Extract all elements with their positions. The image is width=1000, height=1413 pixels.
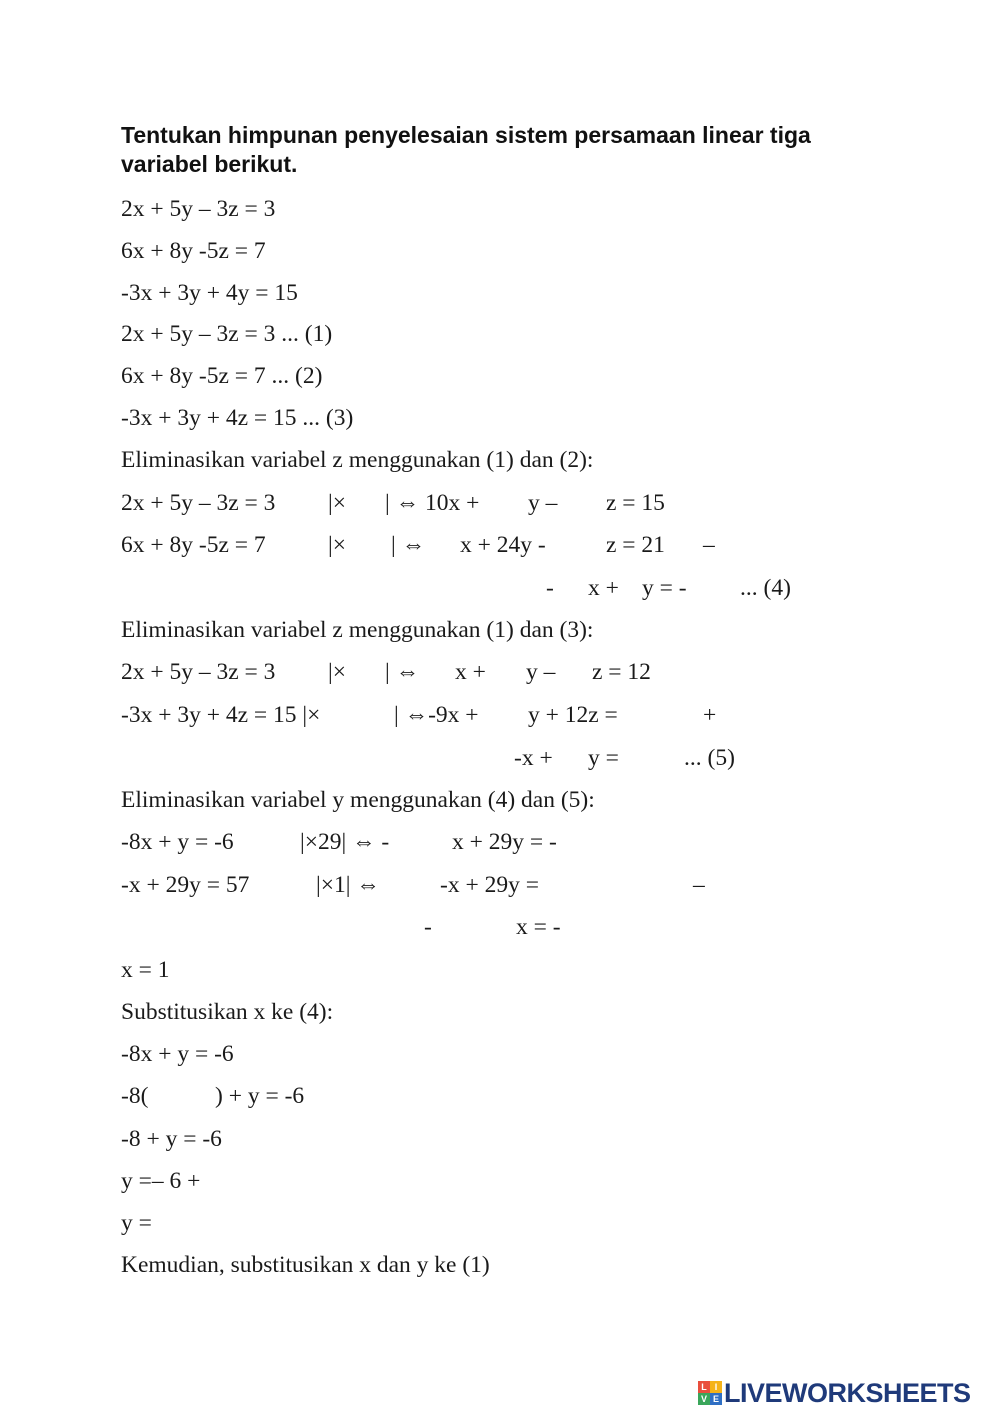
step1-row3-tag: ... (4) <box>740 575 791 601</box>
system-eq-1: 2x + 5y – 3z = 3 <box>121 196 276 222</box>
numbered-eq-3: -3x + 3y + 4z = 15 ... (3) <box>121 405 354 431</box>
x-result: x = 1 <box>121 957 170 983</box>
step3-row1-rhs: x + 29y = - <box>452 829 557 855</box>
step3-row3-dash: - <box>424 914 432 940</box>
numbered-eq-2: 6x + 8y -5z = 7 ... (2) <box>121 363 323 389</box>
brand-text: LIVEWORKSHEETS <box>724 1377 971 1408</box>
numbered-eq-1: 2x + 5y – 3z = 3 ... (1) <box>121 321 333 347</box>
step2-row1-xterm: x + <box>455 659 486 685</box>
liveworksheets-logo <box>698 1378 994 1408</box>
step1-row2-rhs: z = 21 <box>606 532 665 558</box>
logo-letter-e: E <box>710 1393 722 1405</box>
sub-line-1: -8x + y = -6 <box>121 1041 234 1067</box>
step3-row2-eq: -x + 29y = 57 <box>121 872 250 898</box>
step2-row2-eq: -3x + 3y + 4z = 15 |× <box>121 702 321 728</box>
step3-heading: Eliminasikan variabel y menggunakan (4) dan (5): <box>121 787 595 813</box>
sub-line-2-left: -8( <box>121 1083 149 1109</box>
step1-row1-rhs: z = 15 <box>606 490 665 516</box>
logo-letter-i: I <box>710 1381 722 1393</box>
step1-row3-xterm: x + <box>588 575 619 601</box>
step2-row2-bar: | ⇔-9x + <box>394 702 479 728</box>
step1-row1-yterm: y – <box>528 490 558 516</box>
step3-row1-eq: -8x + y = -6 <box>121 829 234 855</box>
step2-row1-bar: | ⇔ <box>385 659 420 685</box>
step2-row3-xterm: -x + <box>514 745 553 771</box>
step1-row2-xterm: x + 24y - <box>460 532 546 558</box>
step3-row2-mult: |×1| ⇔ <box>316 872 380 898</box>
step1-row1-mult: |× <box>328 490 346 516</box>
step2-row3-yterm: y = <box>588 745 619 771</box>
system-eq-3: -3x + 3y + 4y = 15 <box>121 280 298 306</box>
substitute-heading: Substitusikan x ke (4): <box>121 999 334 1025</box>
final-instruction: Kemudian, substitusikan x dan y ke (1) <box>121 1252 490 1278</box>
sub-line-4: y =– 6 + <box>121 1168 201 1194</box>
step2-row1-eq: 2x + 5y – 3z = 3 <box>121 659 276 685</box>
sub-line-5: y = <box>121 1210 152 1236</box>
step3-row2-rhs: -x + 29y = <box>440 872 539 898</box>
step1-row2-mult: |× <box>328 532 346 558</box>
step1-row1-eq: 2x + 5y – 3z = 3 <box>121 490 276 516</box>
step1-row2-operator: – <box>703 532 715 558</box>
step2-row2-yterm: y + 12z = <box>528 702 618 728</box>
step2-heading: Eliminasikan variabel z menggunakan (1) dan (3): <box>121 617 594 643</box>
step1-heading: Eliminasikan variabel z menggunakan (1) dan (2): <box>121 447 594 473</box>
step2-row2-operator: + <box>703 702 717 728</box>
step1-row3-dash: - <box>546 575 554 601</box>
page-title: Tentukan himpunan penyelesaian sistem persamaan linear tiga variabel berikut. <box>121 122 811 177</box>
step2-row3-tag: ... (5) <box>684 745 735 771</box>
step2-row1-mult: |× <box>328 659 346 685</box>
step3-row1-mult: |×29| ⇔ - <box>300 829 390 855</box>
system-eq-2: 6x + 8y -5z = 7 <box>121 238 266 264</box>
step1-row2-eq: 6x + 8y -5z = 7 <box>121 532 266 558</box>
step1-row3-yterm: y = - <box>642 575 687 601</box>
liveworksheets-icon <box>698 1381 722 1405</box>
logo-letter-l: L <box>698 1381 710 1393</box>
step1-row1-result: | ⇔ 10x + <box>385 490 480 516</box>
step2-row1-yterm: y – <box>526 659 556 685</box>
sub-line-3: -8 + y = -6 <box>121 1126 222 1152</box>
step3-row3-rhs: x = - <box>516 914 561 940</box>
sub-line-2-right: ) + y = -6 <box>215 1083 305 1109</box>
step3-row2-operator: – <box>693 872 705 898</box>
step1-row2-bar: | ⇔ <box>391 532 426 558</box>
step2-row1-rhs: z = 12 <box>592 659 651 685</box>
logo-letter-v: V <box>698 1393 710 1405</box>
